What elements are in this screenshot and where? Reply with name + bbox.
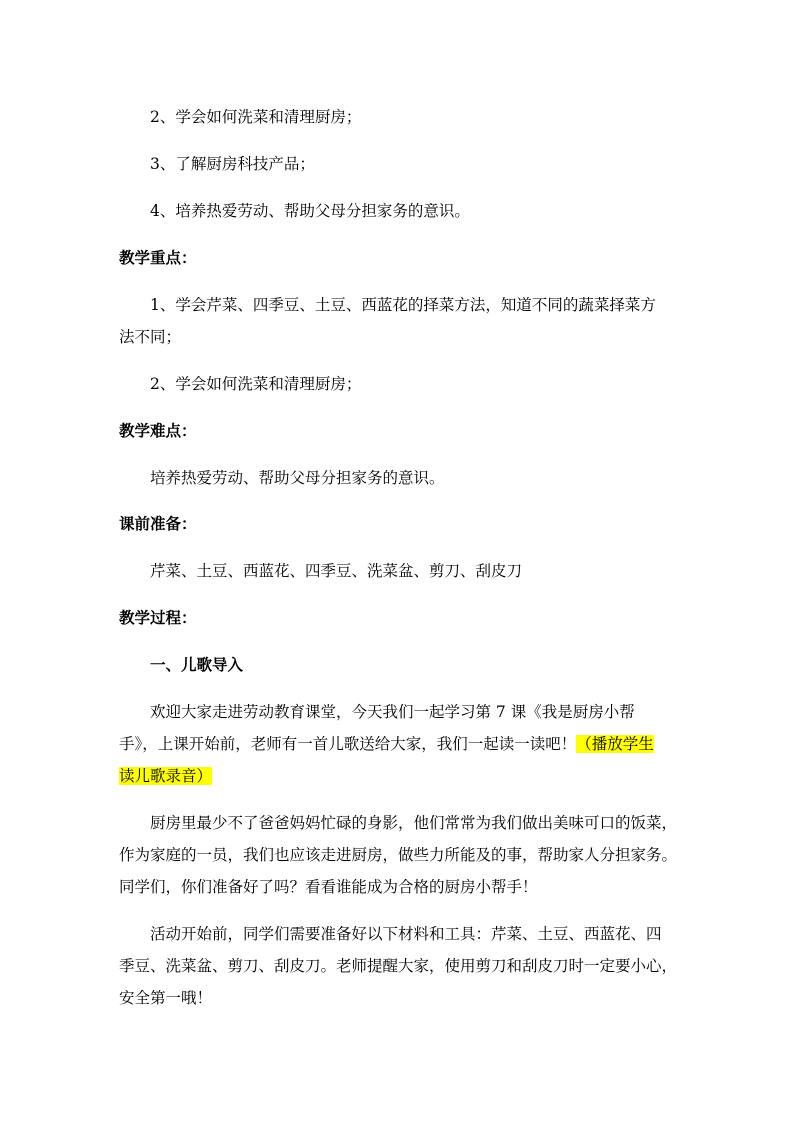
section1-title: 一、儿歌导入 <box>150 656 244 674</box>
process-heading: 教学过程： <box>119 609 197 627</box>
para1-highlight-b: 读儿歌录音） <box>119 767 213 785</box>
para1-line3 <box>119 766 676 786</box>
prep-heading: 课前准备： <box>119 515 197 533</box>
para1-line1: 欢迎大家走进劳动教育课堂，今天我们一起学习第 7 课《我是厨房小帮 <box>150 703 635 721</box>
para3-line3: 安全第一哦！ <box>119 989 213 1007</box>
para2-line2: 作为家庭的一员，我们也应该走进厨房，做些力所能及的事，帮助家人分担家务。 <box>119 846 678 864</box>
para3-line1: 活动开始前，同学们需要准备好以下材料和工具：芹菜、土豆、西蓝花、四 <box>150 925 662 943</box>
prep-text: 芹菜、土豆、西蓝花、四季豆、洗菜盆、剪刀、刮皮刀 <box>150 562 523 580</box>
objective-4: 4、培养热爱劳动、帮助父母分担家务的意识。 <box>150 202 470 220</box>
para2-line1: 厨房里最少不了爸爸妈妈忙碌的身影，他们常常为我们做出美味可口的饭菜， <box>150 814 678 832</box>
difficulty-heading: 教学难点： <box>119 422 197 440</box>
key-points-heading: 教学重点： <box>119 249 197 267</box>
para2-line3: 同学们，你们准备好了吗？看看谁能成为合格的厨房小帮手！ <box>119 878 538 896</box>
para1-highlight-a: （播放学生 <box>576 735 654 753</box>
objective-2: 2、学会如何洗菜和清理厨房； <box>150 108 362 126</box>
para1-line2-text: 手》，上课开始前，老师有一首儿歌送给大家，我们一起读一读吧！ <box>119 735 577 753</box>
difficulty-text: 培养热爱劳动、帮助父母分担家务的意识。 <box>150 469 445 487</box>
para1-line2 <box>119 734 676 754</box>
objective-3: 3、了解厨房科技产品； <box>150 155 315 173</box>
para3-line2: 季豆、洗菜盆、剪刀、刮皮刀。老师提醒大家，使用剪刀和刮皮刀时一定要小心， <box>119 957 678 975</box>
key-point-1-line1: 1、学会芹菜、四季豆、土豆、西蓝花的择菜方法，知道不同的蔬菜择菜方 <box>150 296 656 314</box>
key-point-2: 2、学会如何洗菜和清理厨房； <box>150 375 362 393</box>
key-point-1-line2: 法不同； <box>119 328 182 346</box>
